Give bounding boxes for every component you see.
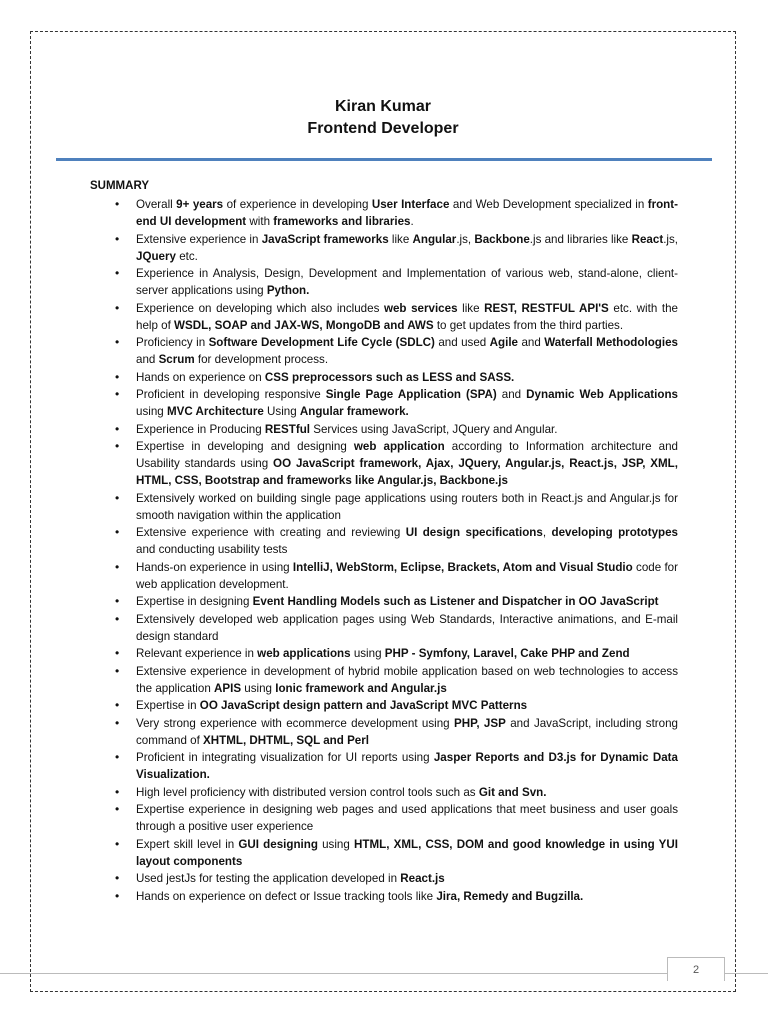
header-divider: [56, 158, 712, 161]
page-number: 2: [667, 957, 725, 981]
summary-item: • Expertise experience in designing web pages and used applications that meet business and user goals through a positive user experience: [110, 801, 678, 835]
resume-header: [30, 96, 736, 140]
summary-item: • Extensive experience with creating and reviewing UI design specifications, developing prototypes and conducting usability tests: [110, 524, 678, 558]
summary-item: • Proficiency in Software Development Life Cycle (SDLC) and used Agile and Waterfall Methodologies and Scrum for development process.: [110, 334, 678, 368]
summary-item: • Hands-on experience in using IntelliJ, WebStorm, Eclipse, Brackets, Atom and Visual Studio code for web application development.: [110, 559, 678, 593]
summary-item: • Extensive experience in development of hybrid mobile application based on web technologies to access the application APIS using Ionic framework and Angular.js: [110, 663, 678, 697]
summary-item: • Extensive experience in JavaScript frameworks like Angular.js, Backbone.js and libraries like React.js, JQuery etc.: [110, 231, 678, 265]
summary-item: • Hands on experience on defect or Issue tracking tools like Jira, Remedy and Bugzilla.: [110, 888, 678, 905]
candidate-name: Kiran Kumar: [334, 98, 432, 115]
summary-heading: SUMMARY: [90, 180, 149, 192]
footer-line: [0, 973, 768, 974]
summary-item: • Relevant experience in web applications using PHP - Symfony, Laravel, Cake PHP and Zend: [110, 645, 678, 662]
summary-item: • Proficient in developing responsive Single Page Application (SPA) and Dynamic Web Applications using MVC Architecture Using Angular framework.: [110, 386, 678, 420]
summary-item: • Expert skill level in GUI designing using HTML, XML, CSS, DOM and good knowledge in using YUI layout components: [110, 836, 678, 870]
summary-item: • High level proficiency with distributed version control tools such as Git and Svn.: [110, 784, 678, 801]
summary-item: • Used jestJs for testing the application developed in React.js: [110, 870, 678, 887]
summary-item: • Expertise in designing Event Handling Models such as Listener and Dispatcher in OO JavaScript: [110, 593, 678, 610]
summary-item: • Very strong experience with ecommerce development using PHP, JSP and JavaScript, including strong command of XHTML, DHTML, SQL and Perl: [110, 715, 678, 749]
candidate-role: Frontend Developer: [307, 120, 459, 137]
summary-item: • Expertise in developing and designing web application according to Information architecture and Usability standards using OO JavaScript framework, Ajax, JQuery, Angular.js, React.js, JSP, XML, HTML, CSS, Bootstrap and frameworks like Angular.js, Backbone.js: [110, 438, 678, 489]
summary-item: • Overall 9+ years of experience in developing User Interface and Web Development specialized in front-end UI development with frameworks and libraries.: [110, 196, 678, 230]
summary-item: • Experience on developing which also includes web services like REST, RESTFUL API'S etc. with the help of WSDL, SOAP and JAX-WS, MongoDB and AWS to get updates from the third parties.: [110, 300, 678, 334]
summary-item: • Hands on experience on CSS preprocessors such as LESS and SASS.: [110, 369, 678, 386]
summary-list: [110, 196, 678, 905]
summary-item: • Experience in Producing RESTful Services using JavaScript, JQuery and Angular.: [110, 421, 678, 438]
summary-item: • Extensively worked on building single page applications using routers both in React.js and Angular.js for smooth navigation within the application: [110, 490, 678, 524]
summary-item: • Extensively developed web application pages using Web Standards, Interactive animations, and E-mail design standard: [110, 611, 678, 645]
summary-item: • Expertise in OO JavaScript design pattern and JavaScript MVC Patterns: [110, 697, 678, 714]
summary-item: • Experience in Analysis, Design, Development and Implementation of various web, stand-alone, client-server applications using Python.: [110, 265, 678, 299]
summary-item: • Proficient in integrating visualization for UI reports using Jasper Reports and D3.js for Dynamic Data Visualization.: [110, 749, 678, 783]
